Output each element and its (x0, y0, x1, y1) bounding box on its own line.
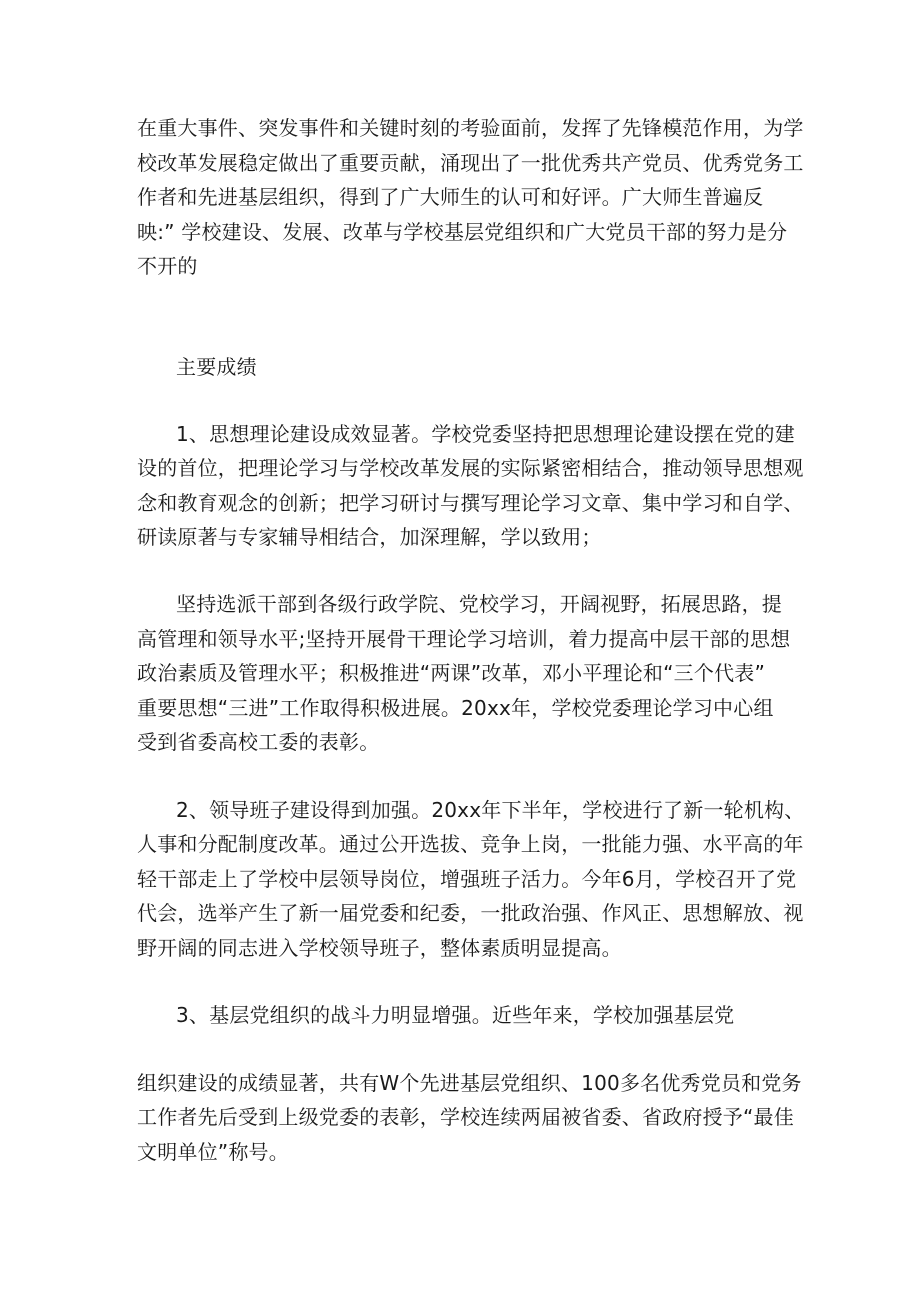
item3-line: 3、基层党组织的战斗力明显增强。近些年来，学校加强基层党 (176, 1003, 735, 1027)
intro-line: 在重大事件、突发事件和关键时刻的考验面前，发挥了先锋模范作用，为学 (137, 116, 804, 140)
item1b-line: 受到省委高校工委的表彰。 (137, 730, 380, 754)
item3b-line: 文明单位”称号。 (137, 1140, 289, 1164)
item1-line: 设的首位，把理论学习与学校改革发展的实际紧密相结合，推动领导思想观 (137, 456, 804, 480)
item2-line: 野开阔的同志进入学校领导班子，整体素质明显提高。 (137, 936, 622, 960)
item2-line: 轻干部走上了学校中层领导岗位，增强班子活力。今年6月，学校召开了党 (137, 867, 797, 891)
item2-line: 2、领导班子建设得到加强。20xx年下半年，学校进行了新一轮机构、 (176, 798, 805, 822)
section-heading: 主要成绩 (176, 355, 257, 379)
item3b-line: 工作者先后受到上级党委的表彰，学校连续两届被省委、省政府授予“最佳 (137, 1105, 794, 1129)
item1-line: 研读原著与专家辅导相结合，加深理解，学以致用； (137, 525, 602, 549)
item2-line: 人事和分配制度改革。通过公开选拔、竞争上岗，一批能力强、水平高的年 (137, 832, 804, 856)
intro-line: 校改革发展稳定做出了重要贡献，涌现出了一批优秀共产党员、优秀党务工 (137, 151, 804, 175)
item3b-line: 组织建设的成绩显著，共有W个先进基层党组织、100多名优秀党员和党务 (137, 1071, 802, 1095)
item1b-line: 政治素质及管理水平；积极推进“两课”改革，邓小平理论和“三个代表” (137, 661, 766, 685)
intro-line: 作者和先进基层组织，得到了广大师生的认可和好评。广大师生普遍反 (137, 185, 764, 209)
item1b-line: 重要思想“三进”工作取得积极进展。20xx年，学校党委理论学习中心组 (137, 696, 774, 720)
item2-line: 代会，选举产生了新一届党委和纪委，一批政治强、作风正、思想解放、视 (137, 901, 804, 925)
intro-line: 不开的 (137, 254, 198, 278)
intro-line: 映:” 学校建设、发展、改革与学校基层党组织和广大党员干部的努力是分 (137, 220, 788, 244)
item1b-line: 坚持选派干部到各级行政学院、党校学习，开阔视野，拓展思路，提 (176, 592, 782, 616)
item1b-line: 高管理和领导水平;坚持开展骨干理论学习培训，着力提高中层干部的思想 (137, 627, 791, 651)
item1-line: 念和教育观念的创新；把学习研讨与撰写理论学习文章、集中学习和自学、 (137, 491, 804, 515)
item1-line: 1、思想理论建设成效显著。学校党委坚持把思想理论建设摆在党的建 (176, 422, 795, 446)
